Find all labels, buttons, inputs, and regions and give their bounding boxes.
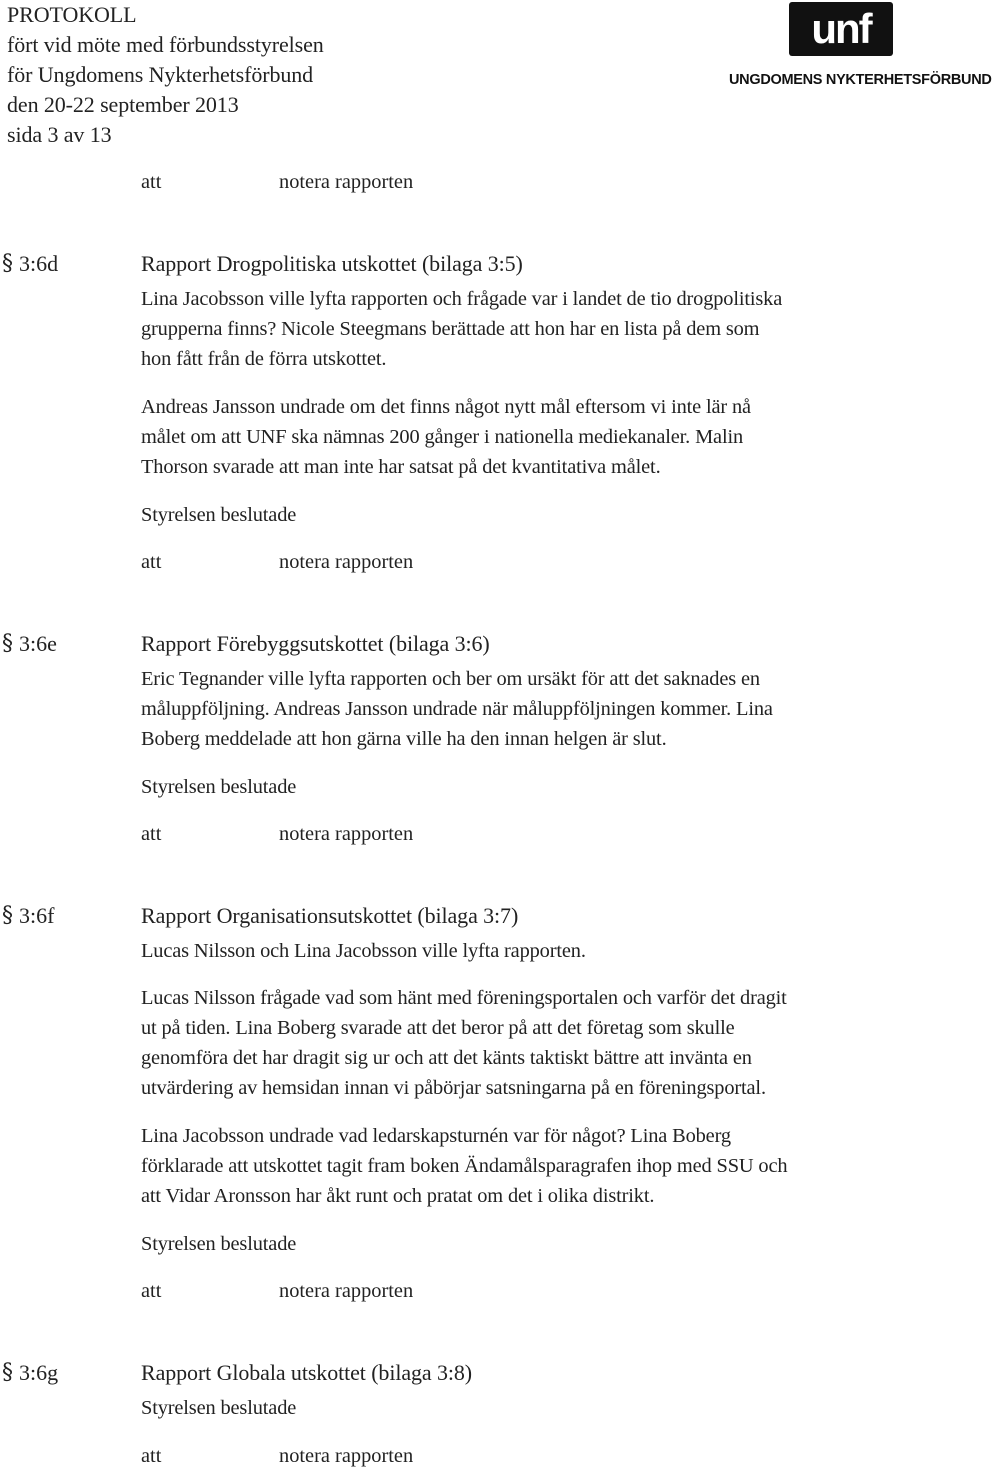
text-line: Styrelsen beslutade	[141, 1233, 297, 1255]
paragraph-sign: §	[2, 251, 13, 276]
header-subtitle: fört vid möte med förbundsstyrelsen	[7, 32, 324, 57]
section-heading-3-6g	[0, 1356, 950, 1390]
text-line: Andreas Jansson undrade om det finns något nytt mål eftersom vi inte lär nå	[141, 396, 751, 418]
decision-label	[141, 772, 941, 802]
text-line: utvärdering av hemsidan innan vi påbörjar satsningarna på en föreningsportal.	[141, 1077, 766, 1099]
paragraph-sign: §	[2, 1360, 13, 1385]
text-line: ut på tiden. Lina Boberg svarade att det beror på att det företag som skulle	[141, 1017, 735, 1039]
section-3-6d-paragraph-2	[141, 392, 941, 482]
text-line: Boberg meddelade att hon gärna ville ha den innan helgen är slut.	[141, 728, 667, 750]
resolution-text: notera rapporten	[279, 551, 414, 573]
text-line: Styrelsen beslutade	[141, 504, 297, 526]
text-line: Lucas Nilsson och Lina Jacobsson ville lyfta rapporten.	[141, 940, 586, 962]
unf-logo-tagline: UNGDOMENS NYKTERHETSFÖRBUND	[729, 72, 992, 88]
decision-label	[141, 1229, 941, 1259]
section-3-6f-paragraph-3	[141, 1121, 941, 1211]
header-organization: för Ungdomens Nykterhetsförbund	[7, 62, 314, 87]
resolution-3-6f	[141, 1276, 414, 1306]
text-line: Lucas Nilsson frågade vad som hänt med föreningsportalen och varför det dragit	[141, 987, 787, 1009]
text-line: målet om att UNF ska nämnas 200 gånger i nationella mediekanaler. Malin	[141, 426, 744, 448]
unf-logo-mark: unf	[789, 2, 893, 56]
text-line: Eric Tegnander ville lyfta rapporten och ber om ursäkt för att det saknades en	[141, 668, 760, 690]
section-number: 3:6f	[19, 903, 55, 928]
text-line: Lina Jacobsson ville lyfta rapporten och frågade var i landet de tio drogpolitiska	[141, 288, 783, 310]
section-title: Rapport Organisationsutskottet (bilaga 3:7)	[141, 903, 519, 928]
header-title: PROTOKOLL	[7, 2, 137, 27]
decision-label	[141, 1393, 941, 1423]
text-line: Styrelsen beslutade	[141, 1397, 297, 1419]
section-3-6f-paragraph-1	[141, 936, 941, 966]
text-line: hon fått från de förra utskottet.	[141, 348, 387, 370]
resolution-text: notera rapporten	[279, 823, 414, 845]
header-page-number: sida 3 av 13	[7, 122, 112, 147]
resolution-carryover	[141, 167, 414, 197]
resolution-3-6e	[141, 819, 414, 849]
section-title: Rapport Globala utskottet (bilaga 3:8)	[141, 1360, 473, 1385]
text-line: genomföra det har dragit sig ur och att det känts taktiskt bättre att invänta en	[141, 1047, 752, 1069]
document-header	[7, 0, 324, 150]
resolution-att: att	[141, 1280, 162, 1302]
text-line: Lina Jacobsson undrade vad ledarskapsturnén var för något? Lina Boberg	[141, 1125, 731, 1147]
unf-logo	[729, 2, 992, 90]
resolution-att: att	[141, 1445, 162, 1467]
section-heading-3-6f	[0, 899, 950, 933]
section-number: 3:6g	[19, 1360, 59, 1385]
resolution-att: att	[141, 551, 162, 573]
text-line: att Vidar Aronsson har åkt runt och pratat om det i olika distrikt.	[141, 1185, 655, 1207]
section-heading-3-6d	[0, 247, 950, 281]
section-3-6e-paragraph-1	[141, 664, 941, 754]
text-line: förklarade att utskottet tagit fram boken Ändamålsparagrafen ihop med SSU och	[141, 1155, 788, 1177]
resolution-att: att	[141, 171, 162, 193]
resolution-text: notera rapporten	[279, 171, 414, 193]
decision-label	[141, 500, 941, 530]
header-date: den 20-22 september 2013	[7, 92, 239, 117]
resolution-att: att	[141, 823, 162, 845]
text-line: måluppföljning. Andreas Jansson undrade när måluppföljningen kommer. Lina	[141, 698, 773, 720]
section-title: Rapport Förebyggsutskottet (bilaga 3:6)	[141, 631, 490, 656]
section-number: 3:6d	[19, 251, 59, 276]
section-3-6f-paragraph-2	[141, 983, 941, 1103]
resolution-3-6d	[141, 547, 414, 577]
paragraph-sign: §	[2, 903, 13, 928]
text-line: Styrelsen beslutade	[141, 776, 297, 798]
resolution-3-6g	[141, 1441, 414, 1471]
section-title: Rapport Drogpolitiska utskottet (bilaga 3:5)	[141, 251, 523, 276]
section-number: 3:6e	[19, 631, 57, 656]
text-line: grupperna finns? Nicole Steegmans berättade att hon har en lista på dem som	[141, 318, 760, 340]
resolution-text: notera rapporten	[279, 1445, 414, 1467]
resolution-text: notera rapporten	[279, 1280, 414, 1302]
section-3-6d-paragraph-1	[141, 284, 941, 374]
section-heading-3-6e	[0, 627, 950, 661]
text-line: Thorson svarade att man inte har satsat på det kvantitativa målet.	[141, 456, 661, 478]
paragraph-sign: §	[2, 631, 13, 656]
